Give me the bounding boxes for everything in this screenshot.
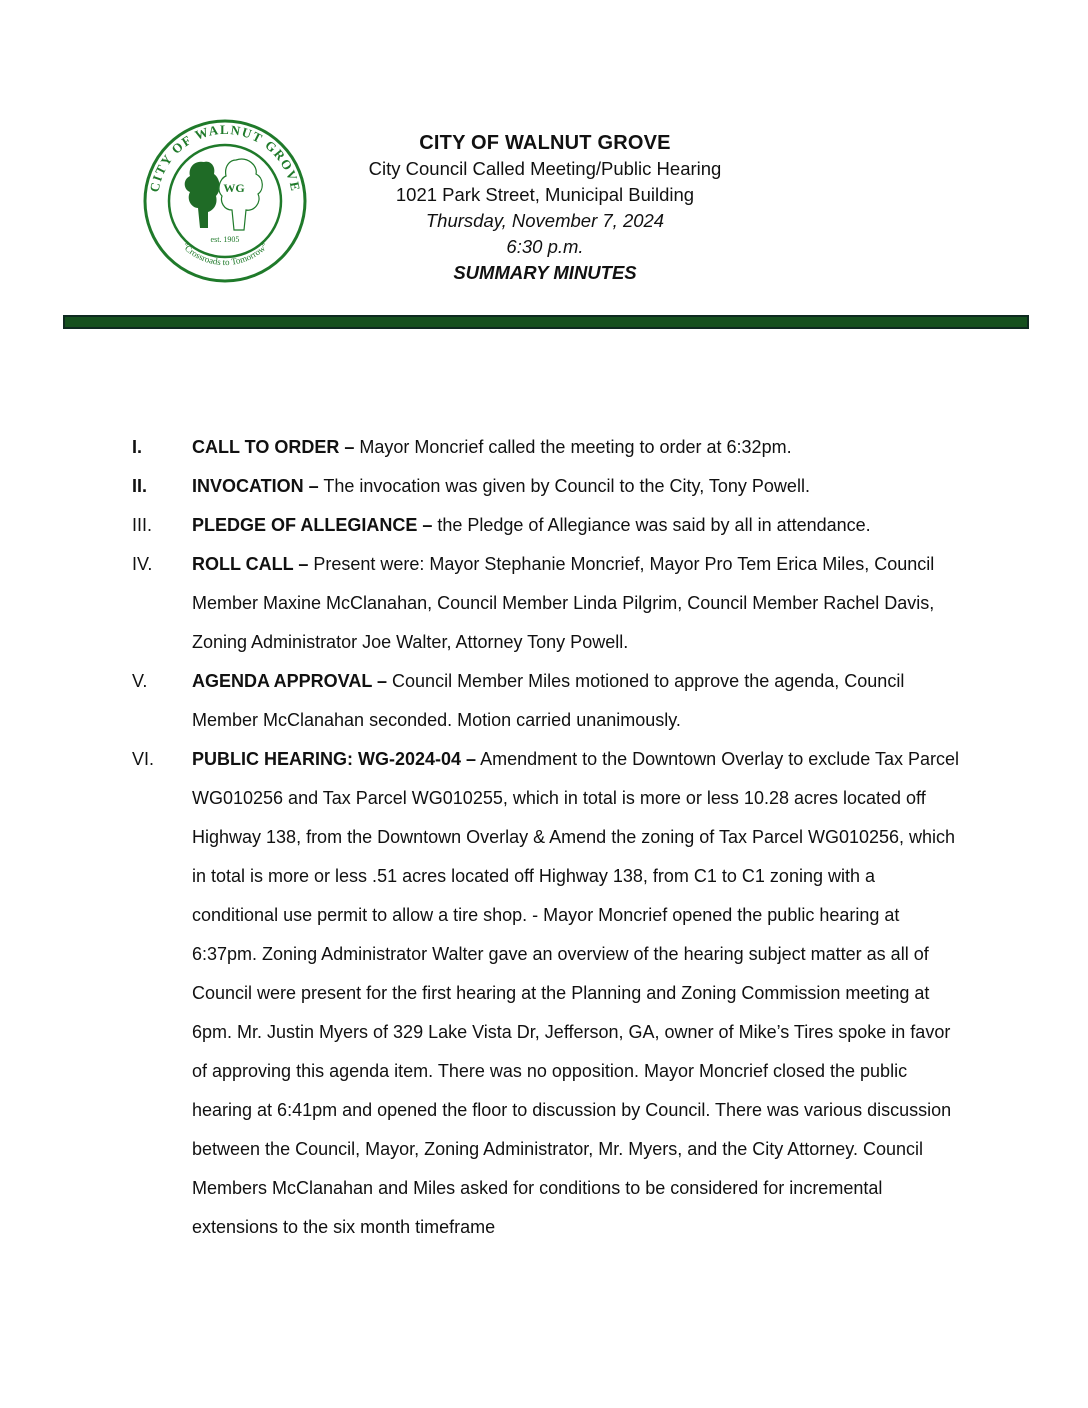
city-title: CITY OF WALNUT GROVE	[419, 132, 671, 154]
item-number: I.	[132, 437, 143, 457]
item-text: Council Member Miles motioned to approve the agenda, Council Member McClanahan seconded. Motion carried unanimously.	[192, 671, 905, 730]
svg-text:est. 1905: est. 1905	[210, 235, 240, 244]
item-heading: PLEDGE OF ALLEGIANCE –	[192, 515, 433, 535]
city-seal-logo	[136, 116, 314, 286]
item-number: IV.	[132, 554, 153, 574]
item-text: Amendment to the Downtown Overlay to exclude Tax Parcel WG010256 and Tax Parcel WG010255, which in total is more or less 10.28 acres located off Highway 138, from the Downtown Overlay & Amend the zoning of Tax Parcel WG010256, which in total is more or less .51 acres located off Highway 138, from C1 to C1 zoning with a conditional use permit to allow a tire shop. - Mayor Moncrief opened the public hearing at 6:37pm. Zoning Administrator Walter gave an overview of the hearing subject matter as all of Council were present for the first hearing at the Planning and Zoning Commission meeting at 6pm. Mr. Justin Myers of 329 Lake Vista Dr, Jefferson, GA, owner of Mike’s Tires spoke in favor of approving this agenda item. There was no opposition. Mayor Moncrief closed the public hearing at 6:41pm and opened the floor to discussion by Council. There was various discussion between the Council, Mayor, Zoning Administrator, Mr. Myers, and the City Attorney. Council Members McClanahan and Miles asked for conditions to be considered for incremental extensions to the six month timeframe	[192, 749, 959, 1237]
item-text: the Pledge of Allegiance was said by all in attendance.	[432, 515, 871, 535]
agenda-item-invocation	[0, 467, 1088, 506]
meeting-address: 1021 Park Street, Municipal Building	[395, 184, 695, 205]
item-heading: AGENDA APPROVAL –	[192, 671, 388, 691]
item-heading: PUBLIC HEARING: WG-2024-04 –	[192, 749, 477, 769]
seal-icon	[136, 116, 314, 286]
item-number: II.	[132, 476, 148, 496]
agenda-list	[0, 428, 1088, 1247]
item-heading: INVOCATION –	[192, 476, 319, 496]
item-number: VI.	[132, 749, 155, 769]
agenda-item-pledge	[0, 506, 1088, 545]
agenda-item-call-to-order	[0, 428, 1088, 467]
svg-text:WG: WG	[223, 181, 245, 195]
document-header	[330, 130, 760, 286]
agenda-item-roll-call	[0, 545, 1088, 662]
svg-text:"Crossroads to Tomorrow": "Crossroads to Tomorrow"	[180, 240, 270, 268]
item-heading: ROLL CALL –	[192, 554, 309, 574]
document-type: SUMMARY MINUTES	[453, 262, 637, 283]
item-text: Present were: Mayor Stephanie Moncrief, Mayor Pro Tem Erica Miles, Council Member Maxine McClanahan, Council Member Linda Pilgrim, Council Member Rachel Davis, Zoning Administrator Joe Walter, Attorney Tony Powell.	[192, 554, 935, 652]
agenda-item-agenda-approval	[0, 662, 1088, 740]
agenda-item-public-hearing	[0, 740, 1088, 1247]
meeting-time: 6:30 p.m.	[506, 236, 584, 257]
meeting-subtitle: City Council Called Meeting/Public Hearing	[368, 158, 722, 179]
item-number: V.	[132, 671, 148, 691]
svg-text:CITY OF WALNUT GROVE: CITY OF WALNUT GROVE	[146, 121, 304, 194]
item-heading: CALL TO ORDER –	[192, 437, 355, 457]
item-number: III.	[132, 515, 153, 535]
item-text: The invocation was given by Council to the City, Tony Powell.	[318, 476, 810, 496]
header-divider	[63, 315, 1029, 329]
meeting-date: Thursday, November 7, 2024	[425, 210, 665, 231]
item-text: Mayor Moncrief called the meeting to order at 6:32pm.	[354, 437, 792, 457]
